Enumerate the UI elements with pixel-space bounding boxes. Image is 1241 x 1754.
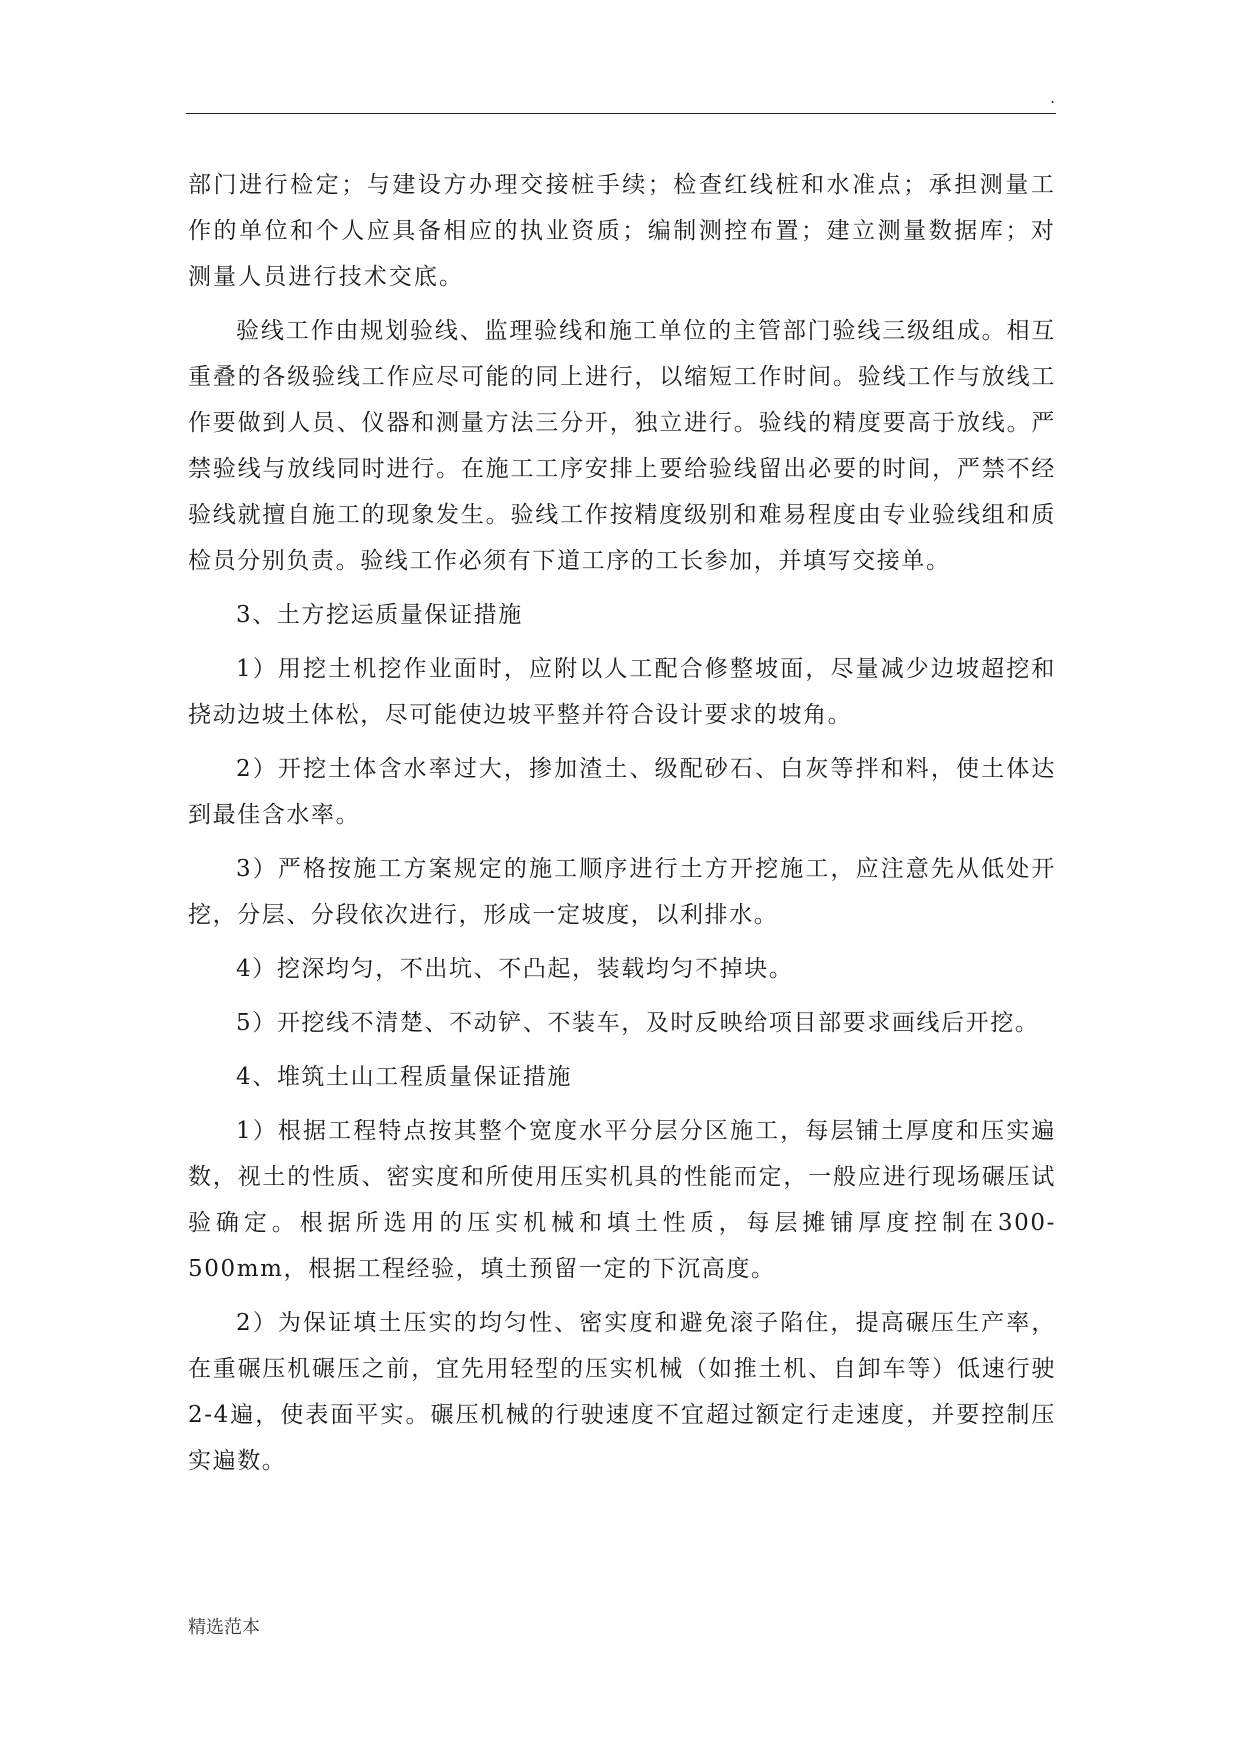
list-item-mound-2: 2）为保证填土压实的均匀性、密实度和避免滚子陷住，提高碾压生产率，在重碾压机碾压之前，宜先用轻型的压实机械（如推土机、自卸车等）低速行驶2-4遍，使表面平实。碾压机械的行驶速度不宜超过额定行走速度，并要控制压实遍数。 (188, 1310, 1056, 1474)
list-item-earthwork-5: 5）开挖线不清楚、不动铲、不装车，及时反映给项目部要求画线后开挖。 (236, 1010, 1040, 1036)
document-body (188, 162, 1056, 1492)
header-mark: . (1050, 88, 1056, 107)
list-item-mound-1: 1）根据工程特点按其整个宽度水平分层分区施工，每层铺土厚度和压实遍数，视土的性质、密实度和所使用压实机具的性能而定，一般应进行现场碾压试验确定。根据所选用的压实机械和填土性质，每层摊铺厚度控制在300-500mm，根据工程经验，填土预留一定的下沉高度。 (188, 1118, 1056, 1282)
list-item-earthwork-4: 4）挖深均匀，不出坑、不凸起，装载均匀不掉块。 (236, 956, 794, 982)
paragraph-line-verification: 验线工作由规划验线、监理验线和施工单位的主管部门验线三级组成。相互重叠的各级验线工作应尽可能的同上进行，以缩短工作时间。验线工作与放线工作要做到人员、仪器和测量方法三分开，独立进行。验线的精度要高于放线。严禁验线与放线同时进行。在施工工序安排上要给验线留出必要的时间，严禁不经验线就擅自施工的现象发生。验线工作按精度级别和难易程度由专业验线组和质检员分别负责。验线工作必须有下道工序的工长参加，并填写交接单。 (188, 318, 1056, 574)
list-item-earthwork-1: 1）用挖土机挖作业面时，应附以人工配合修整坡面，尽量减少边坡超挖和挠动边坡土体松，尽可能使边坡平整并符合设计要求的坡角。 (188, 656, 1056, 728)
paragraph-survey-preparation: 部门进行检定；与建设方办理交接桩手续；检查红线桩和水准点；承担测量工作的单位和个人应具备相应的执业资质；编制测控布置；建立测量数据库；对测量人员进行技术交底。 (188, 172, 1056, 290)
list-item-earthwork-3: 3）严格按施工方案规定的施工顺序进行土方开挖施工，应注意先从低处开挖，分层、分段依次进行，形成一定坡度，以利排水。 (188, 856, 1056, 928)
header-divider (186, 113, 1056, 114)
section-heading-mound: 4、堆筑土山工程质量保证措施 (236, 1064, 573, 1090)
footer-label: 精选范本 (188, 1617, 260, 1638)
list-item-earthwork-2: 2）开挖土体含水率过大，掺加渣土、级配砂石、白灰等拌和料，使土体达到最佳含水率。 (188, 756, 1056, 828)
section-heading-earthwork: 3、土方挖运质量保证措施 (236, 602, 523, 628)
